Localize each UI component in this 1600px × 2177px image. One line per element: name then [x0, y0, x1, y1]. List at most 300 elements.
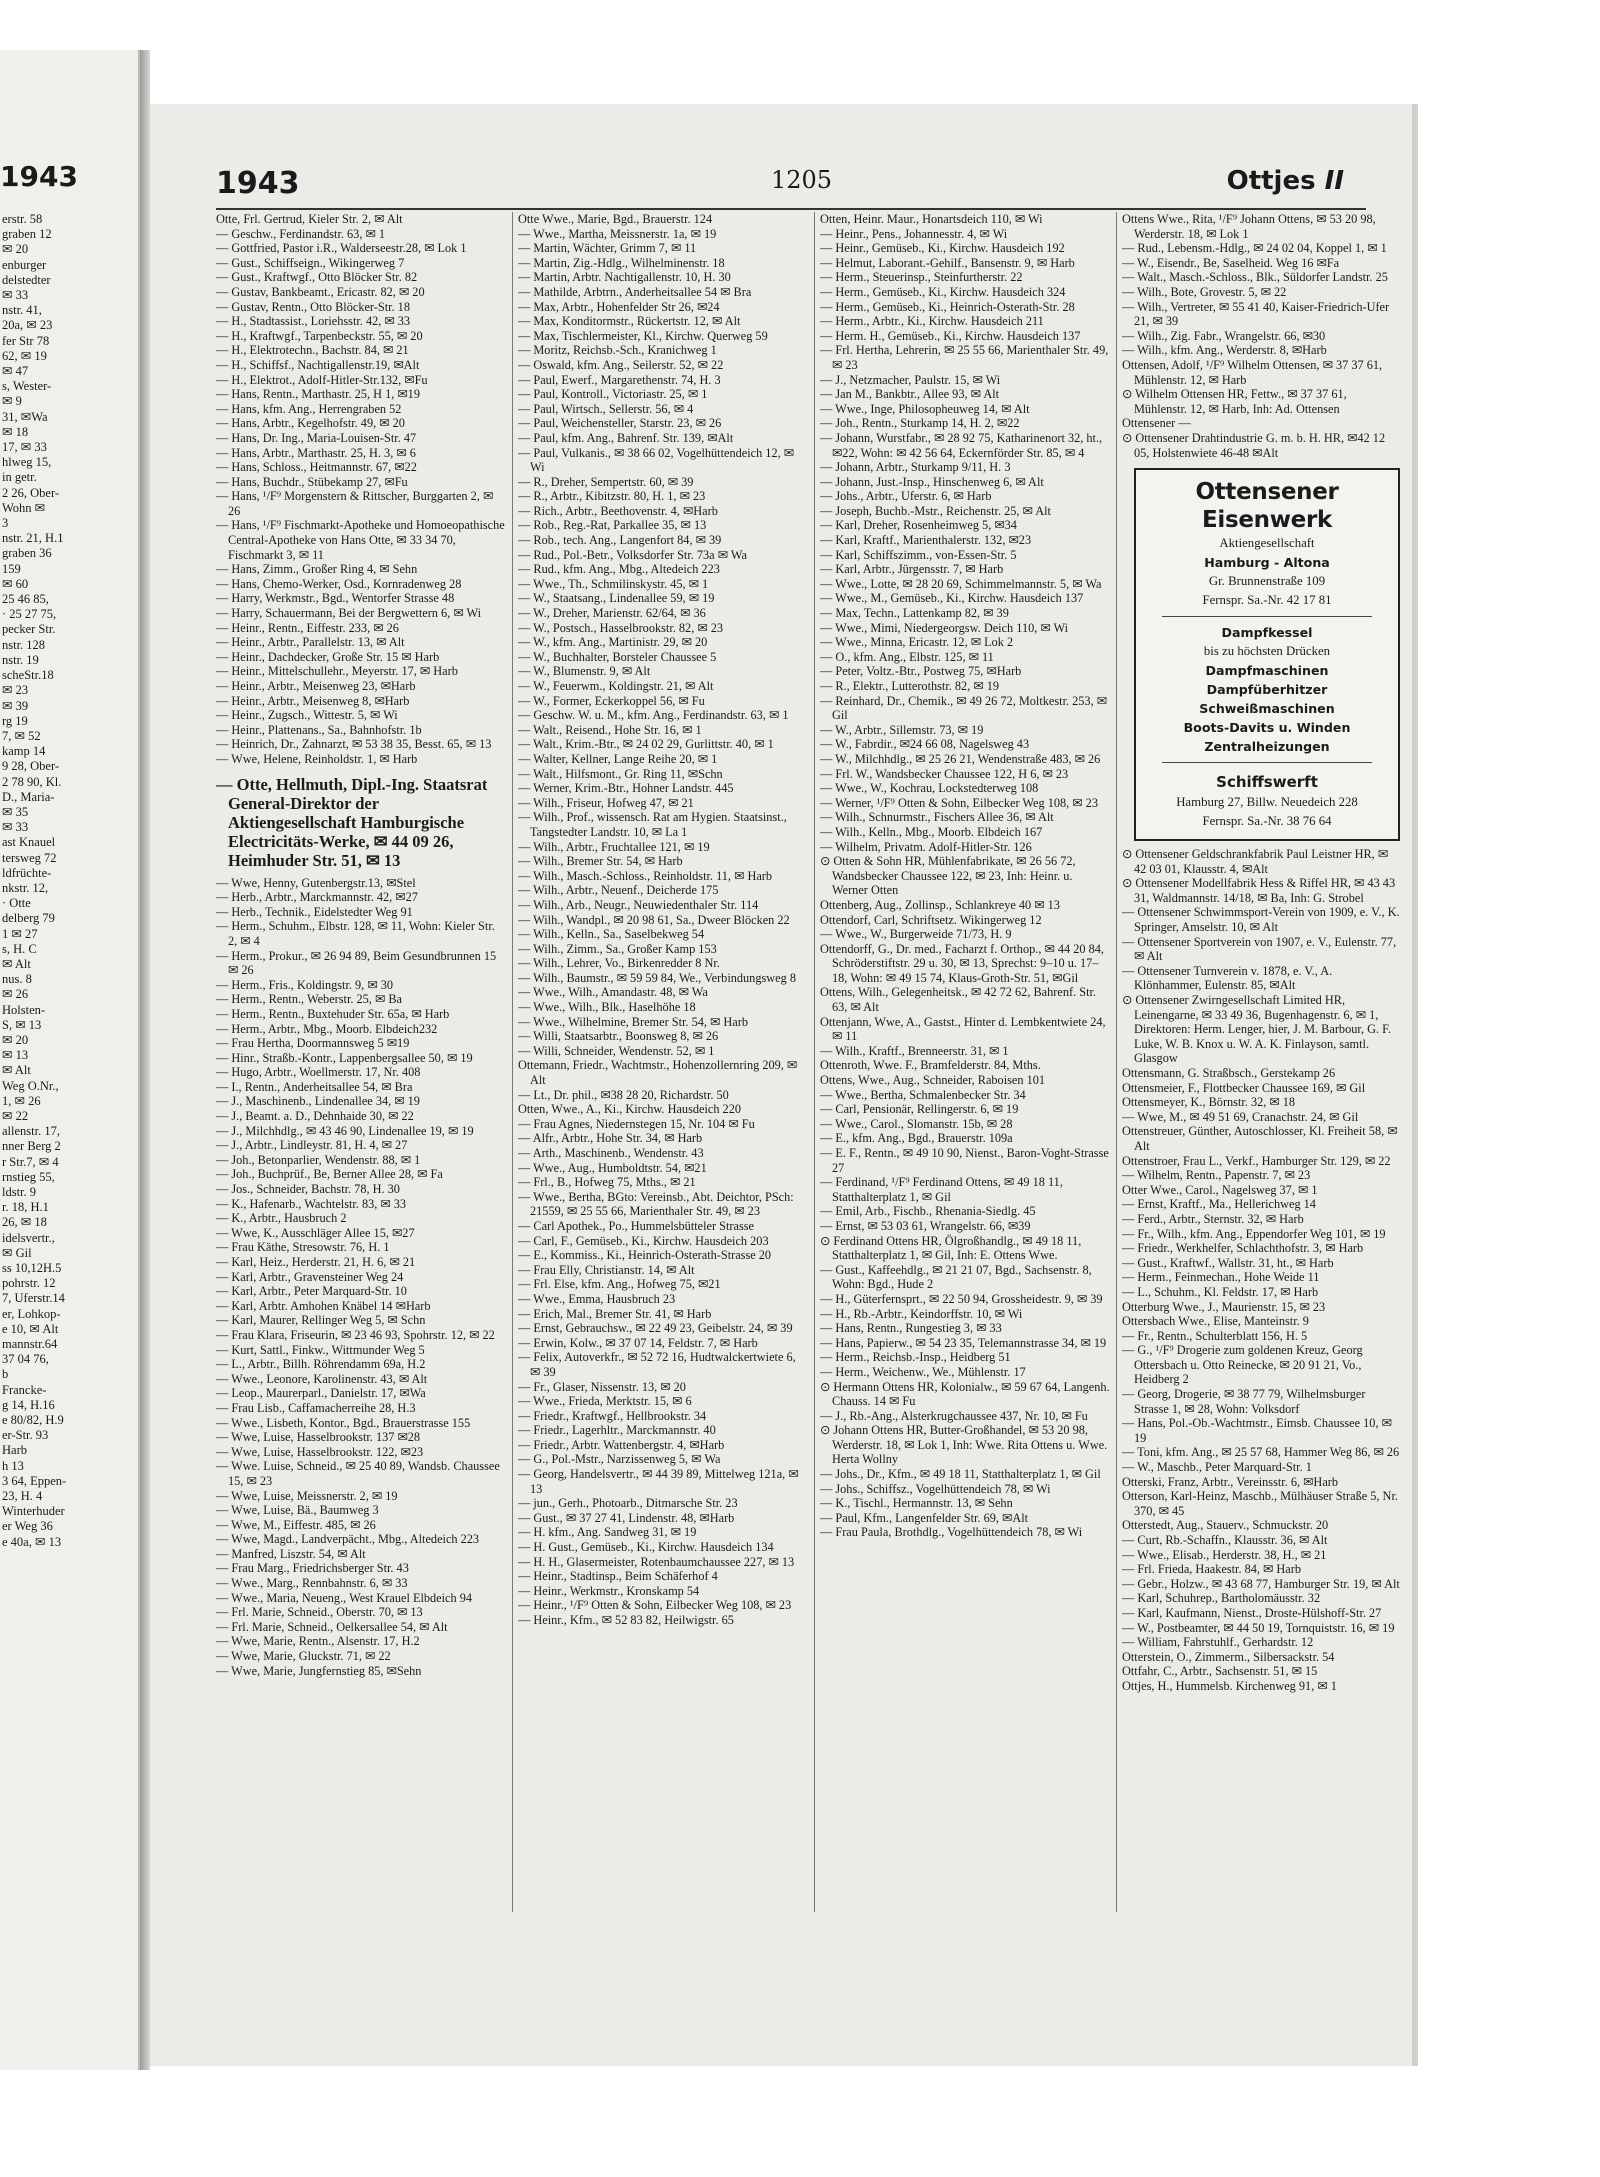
previous-page-line: ✉ 20	[2, 1032, 29, 1047]
directory-entry: Ottenstreuer, Günther, Autoschlosser, Kl. Freiheit 58, ✉ Alt	[1122, 1124, 1398, 1153]
directory-entry: Ottensmeier, F., Flottbecker Chaussee 169, ✉ Gil	[1122, 1080, 1366, 1095]
directory-entry: — Wilh., Kraftf., Brenneerstr. 31, ✉ 1	[820, 1043, 1009, 1058]
directory-entry: Otte, Frl. Gertrud, Kieler Str. 2, ✉ Alt	[216, 212, 403, 226]
directory-entry: Otterski, Franz, Arbtr., Vereinsstr. 6, ✉Harb	[1122, 1474, 1339, 1489]
directory-entry: Ottens, Wilh., Gelegenheitsk., ✉ 42 72 62, Bahrenf. Str. 63, ✉ Alt	[820, 985, 1096, 1015]
directory-entry: — W., Maschb., Peter Marquard-Str. 1	[1122, 1460, 1312, 1475]
directory-entry: — E., Kommiss., Ki., Heinrich-Osterath-Strasse 20	[518, 1248, 772, 1263]
directory-entry: — Wwe, Marie, Rentn., Alsenstr. 17, H.2	[216, 1634, 420, 1649]
previous-page-line: 23, H. 4	[2, 1489, 43, 1504]
directory-entry: — Herm., Rentn., Buxtehuder Str. 65a, ✉ Harb	[216, 1006, 450, 1021]
directory-entry: — R., Dreher, Sempertstr. 60, ✉ 39	[518, 474, 694, 489]
directory-entry: — W., Postbeamter, ✉ 44 50 19, Tornquiststr. 16, ✉ 19	[1122, 1620, 1395, 1635]
directory-entry: — Friedr., Kraftwgf., Hellbrookstr. 34	[518, 1408, 707, 1423]
directory-entry: — H., Güterfernsprt., ✉ 22 50 94, Grossheidestr. 9, ✉ 39	[820, 1291, 1103, 1306]
previous-page-line: pohrstr. 12	[2, 1276, 56, 1291]
directory-entry: — K., Hafenarb., Wachtelstr. 83, ✉ 33	[216, 1196, 407, 1211]
directory-entry: — R., Elektr., Lutterothstr. 82, ✉ 19	[820, 679, 1000, 693]
directory-entry: — Georg, Handelsvertr., ✉ 44 39 89, Mittelweg 121a, ✉ 13	[518, 1467, 799, 1496]
directory-entry: Otten, Heinr. Maur., Honartsdeich 110, ✉ Wi	[820, 212, 1043, 226]
directory-entry: — Peter, Voltz.-Btr., Postweg 75, ✉Harb	[820, 664, 1022, 679]
directory-entry: — Hans, Arbtr., Kegelhofstr. 49, ✉ 20	[216, 416, 405, 431]
directory-entry: — Wilh., Arb., Neugr., Neuwiedenthaler Str. 114	[518, 897, 759, 912]
directory-entry: Otterburg Wwe., J., Maurienstr. 15, ✉ 23	[1122, 1299, 1326, 1314]
directory-entry: — Hans, Zimm., Großer Ring 4, ✉ Sehn	[216, 562, 418, 577]
ad-phone: Fernspr. Sa.-Nr. 42 17 81	[1202, 593, 1332, 608]
directory-entry: Otte Wwe., Marie, Bgd., Brauerstr. 124	[518, 212, 713, 226]
directory-entry: — Karl, Schiffszimm., von-Essen-Str. 5	[820, 547, 1017, 562]
directory-entry: — Gust., ✉ 37 27 41, Lindenstr. 48, ✉Harb	[518, 1510, 735, 1525]
previous-page-line: ✉ Gil	[2, 1245, 32, 1260]
previous-page-line: e 80/82, H.9	[2, 1413, 64, 1428]
directory-entry: — Toni, kfm. Ang., ✉ 25 57 68, Hammer Weg 86, ✉ 26	[1122, 1445, 1400, 1460]
directory-entry: — Hans, Rentn., Marthastr. 25, H 1, ✉19	[216, 387, 420, 402]
previous-page-line: kamp 14	[2, 744, 46, 759]
directory-entry: — Joseph, Buchb.-Mstr., Reichenstr. 25, ✉ Alt	[820, 503, 1051, 518]
directory-entry: — Heinr., Gemüseb., Ki., Kirchw. Hausdeich 192	[820, 241, 1065, 256]
directory-entry: — W., Postsch., Hasselbrookstr. 82, ✉ 23	[518, 620, 724, 635]
directory-entry: — Wwe., Wilh., Blk., Haselhöhe 18	[518, 1000, 696, 1015]
directory-entry: — Max, Tischlermeister, Kl., Kirchw. Querweg 59	[518, 328, 768, 343]
previous-page-line: Weg O.Nr.,	[2, 1078, 59, 1093]
directory-entry: Otterson, Karl-Heinz, Maschb., Mülhäuser Straße 5, Nr. 370, ✉ 45	[1122, 1489, 1398, 1518]
previous-page-line: Winterhuder	[2, 1504, 65, 1519]
directory-entry: — Rud., Pol.-Betr., Volksdorfer Str. 73a ✉ Wa	[518, 547, 747, 562]
directory-entry: — Johann, Arbtr., Sturkamp 9/11, H. 3	[820, 460, 1011, 475]
directory-entry: — Joh., Betonparlier, Wendenstr. 88, ✉ 1	[216, 1152, 421, 1167]
previous-page-line: er-Str. 93	[2, 1428, 49, 1443]
directory-entry: — Johs., Arbtr., Uferstr. 6, ✉ Harb	[820, 489, 992, 504]
directory-entry: — Wilh., Masch.-Schloss., Reinholdstr. 11, ✉ Harb	[518, 868, 773, 883]
previous-page-line: 7, ✉ 52	[2, 728, 41, 743]
directory-entry: — W., Feuerwm., Koldingstr. 21, ✉ Alt	[518, 679, 714, 693]
directory-entry: — Wilh., Kelln., Sa., Saselbekweg 54	[518, 927, 705, 942]
directory-entry: — Wwe, M., ✉ 49 51 69, Cranachstr. 24, ✉ Gil	[1122, 1109, 1359, 1124]
previous-page-line: delstedter	[2, 272, 51, 287]
ad-product: Dampfmaschinen	[1205, 663, 1329, 679]
directory-entry: — Hans, Buchdr., Stübekamp 27, ✉Fu	[216, 474, 408, 489]
directory-entry: — Heinr., Pens., Johannesstr. 4, ✉ Wi	[820, 226, 1008, 241]
directory-entry: — Wwe., Frieda, Merktstr. 15, ✉ 6	[518, 1394, 692, 1409]
directory-entry: Ottenroth, Wwe. F., Bramfelderstr. 84, Mths.	[820, 1058, 1041, 1073]
previous-page-line: nus. 8	[2, 972, 32, 987]
directory-entry: — W., kfm. Ang., Martinistr. 29, ✉ 20	[518, 635, 708, 650]
previous-page-line: erstr. 58	[2, 212, 43, 226]
directory-entry: — Gust., Kraftwgf., Otto Blöcker Str. 82	[216, 270, 418, 285]
directory-entry: — Herm., Arbtr., Mbg., Moorb. Elbdeich232	[216, 1021, 438, 1036]
directory-entry: — Rud., kfm. Ang., Mbg., Altedeich 223	[518, 562, 720, 577]
directory-entry: — Reinhard, Dr., Chemik., ✉ 49 26 72, Moltkestr. 253, ✉ Gil	[820, 693, 1108, 723]
directory-entry: — Wwe., Lotte, ✉ 28 20 69, Schimmelmannstr. 5, ✉ Wa	[820, 576, 1102, 591]
directory-entry: Ottemann, Friedr., Wachtmstr., Hohenzollernring 209, ✉ Alt	[518, 1058, 798, 1088]
directory-entry: — Wwe, Luise, Hasselbrookstr. 137 ✉28	[216, 1430, 421, 1445]
directory-entry: — Heinr., Arbtr., Meisenweg 8, ✉Harb	[216, 693, 410, 708]
header-range-suffix: II	[1324, 166, 1344, 196]
directory-entry: — Wwe., M., Gemüseb., Ki., Kirchw. Hausdeich 137	[820, 591, 1084, 606]
directory-entry: — Herm., Weichenw., We., Mühlenstr. 17	[820, 1364, 1026, 1379]
previous-page-line: er, Lohkop-	[2, 1306, 61, 1321]
directory-entry: — Frl. Hertha, Lehrerin, ✉ 25 55 66, Marienthaler Str. 49, ✉ 23	[820, 343, 1109, 372]
page-header	[216, 166, 1396, 206]
previous-page-line: er Weg 36	[2, 1519, 53, 1534]
directory-entry: — Max, Konditormstr., Rückertstr. 12, ✉ Alt	[518, 314, 741, 329]
directory-entry: — Wwe, K., Ausschläger Allee 15, ✉27	[216, 1225, 415, 1240]
header-range-name: Ottjes	[1226, 166, 1316, 196]
directory-entry: — Rob., tech. Ang., Langenfort 84, ✉ 39	[518, 533, 722, 548]
directory-entry: — E., kfm. Ang., Bgd., Brauerstr. 109a	[820, 1131, 1013, 1146]
directory-entry: — Hans, Schloss., Heitmannstr. 67, ✉22	[216, 460, 417, 475]
directory-entry: — Alfr., Arbtr., Hohe Str. 34, ✉ Harb	[518, 1131, 703, 1146]
directory-entry: — H., Rb.-Arbtr., Keindorffstr. 10, ✉ Wi	[820, 1306, 1023, 1321]
directory-entry: — K., Tischl., Hermannstr. 13, ✉ Sehn	[820, 1496, 1013, 1511]
directory-entry: — Herm., Reichsb.-Insp., Heidberg 51	[820, 1350, 1011, 1365]
ad-address: Gr. Brunnenstraße 109	[1208, 574, 1326, 589]
previous-page-line: hlweg 15,	[2, 455, 52, 470]
directory-entry: — Wwe. Luise, Schneid., ✉ 25 40 89, Wandsb. Chaussee 15, ✉ 23	[216, 1459, 500, 1488]
previous-page-line: ✉ 22	[2, 1108, 29, 1123]
directory-entry: — Wwe., Marg., Rennbahnstr. 6, ✉ 33	[216, 1576, 408, 1591]
directory-entry: — Wwe, Luise, Hasselbrookstr. 122, ✉23	[216, 1444, 424, 1459]
previous-page-line: nstr. 19	[2, 652, 39, 667]
directory-page	[150, 104, 1412, 2066]
directory-entry: ⊙ Hermann Ottens HR, Kolonialw., ✉ 59 67 64, Langenh. Chauss. 14 ✉ Fu	[820, 1379, 1110, 1409]
directory-entry: — Heinr., Rentn., Eiffestr. 233, ✉ 26	[216, 620, 399, 635]
directory-entry: — Walt., Krim.-Btr., ✉ 24 02 29, Gurlittstr. 40, ✉ 1	[518, 737, 774, 752]
directory-entry: — Paul, Ewerf., Margarethenstr. 74, H. 3	[518, 372, 721, 387]
directory-entry: — H. Gust., Gemüseb., Ki., Kirchw. Hausdeich 134	[518, 1540, 774, 1555]
directory-entry: — Herm., Feinmechan., Hohe Weide 11	[1122, 1270, 1320, 1285]
directory-entry: — J., Maschinenb., Lindenallee 34, ✉ 19	[216, 1094, 420, 1109]
directory-entry: Otten, Wwe., A., Ki., Kirchw. Hausdeich 220	[518, 1102, 742, 1117]
directory-entry: — Willi, Staatsarbtr., Boonsweg 8, ✉ 26	[518, 1029, 719, 1044]
directory-entry: — Wilh., Bote, Grovestr. 5, ✉ 22	[1122, 284, 1287, 299]
directory-entry: Ottendorf, Carl, Schriftsetz. Wikingerweg 12	[820, 912, 1042, 927]
directory-entry: — Frl. Frieda, Haakestr. 84, ✉ Harb	[1122, 1562, 1302, 1577]
directory-entry: — Arth., Maschinenb., Wendenstr. 43	[518, 1146, 704, 1160]
directory-entry: — Herm., Gemüseb., Ki., Heinrich-Osterath-Str. 28	[820, 299, 1075, 314]
previous-page-line: nstr. 21, H.1	[2, 531, 64, 546]
previous-page-line: h 13	[2, 1458, 24, 1473]
directory-entry: — Wwe., Maria, Neueng., West Krauel Elbdeich 94	[216, 1590, 473, 1605]
directory-entry: — jun., Gerh., Photoarb., Ditmarsche Str. 23	[518, 1496, 738, 1511]
directory-entry: — Wilh., kfm. Ang., Werderstr. 8, ✉Harb	[1122, 343, 1327, 358]
directory-entry: — Wwe., Th., Schmilinskystr. 45, ✉ 1	[518, 576, 709, 591]
ad-title: Ottensener Eisenwerk	[1195, 479, 1339, 534]
directory-entry: — Walt., Hilfsmont., Gr. Ring 11, ✉Schn	[518, 766, 723, 781]
previous-page-line: nkstr. 12,	[2, 880, 49, 895]
previous-page-lines	[2, 212, 136, 1550]
previous-page-line: pecker Str.	[2, 622, 56, 637]
directory-entry: ⊙ Johann Ottens HR, Butter-Großhandel, ✉ 53 20 98, Werderstr. 18, ✉ Lok 1, Inh: Wwe. Rita Ottens u. Wwe. Herta Wollny	[820, 1423, 1108, 1467]
previous-page-line: ✉ 35	[2, 804, 29, 819]
directory-entry: — Ottensener Turnverein v. 1878, e. V., A. Klönhammer, Eulenstr. 85, ✉Alt	[1122, 963, 1333, 993]
directory-entry: — J., Beamt. a. D., Dehnhaide 30, ✉ 22	[216, 1109, 414, 1124]
directory-entry: — J., Rb.-Ang., Alsterkrugchaussee 437, Nr. 10, ✉ Fu	[820, 1408, 1088, 1423]
directory-entry: — Helmut, Laborant.-Gehilf., Bansenstr. 9, ✉ Harb	[820, 255, 1075, 270]
previous-page-line: delberg 79	[2, 911, 55, 926]
directory-entry: — Carl, Pensionär, Rellingerstr. 6, ✉ 19	[820, 1102, 1019, 1117]
directory-entry: — Karl, Arbtr., Peter Marquard-Str. 10	[216, 1284, 407, 1299]
ad-divider	[1162, 616, 1372, 617]
previous-page-line: Holsten-	[2, 1002, 46, 1017]
previous-page-line: ✉ 13	[2, 1048, 29, 1063]
directory-entry: — Wilhelm, Privatm. Adolf-Hitler-Str. 126	[820, 839, 1032, 854]
directory-entry: — E. F., Rentn., ✉ 49 10 90, Nienst., Baron-Voght-Strasse 27	[820, 1146, 1109, 1175]
directory-entry: — Wwe, Luise, Bä., Baumweg 3	[216, 1503, 379, 1518]
previous-page-line: ✉ Alt	[2, 1063, 31, 1078]
directory-entry: — Max, Arbtr., Hohenfelder Str 26, ✉24	[518, 299, 720, 314]
directory-entry: Ottenberg, Aug., Zollinsp., Schlankreye 40 ✉ 13	[820, 897, 1060, 912]
directory-entry: — Wilh., Prof., wissensch. Rat am Hygien. Staatsinst., Tangstedter Landstr. 10, ✉ La 1	[518, 810, 787, 839]
previous-page-line: tersweg 72	[2, 850, 57, 865]
directory-entry: ⊙ Ottensener Geldschrankfabrik Paul Leistner HR, ✉ 42 03 01, Klausstr. 4, ✉Alt	[1122, 847, 1389, 876]
previous-page-line: ✉ 26	[2, 987, 29, 1002]
previous-page-fragment	[0, 50, 140, 2070]
directory-entry: Ottenjann, Wwe, A., Gastst., Hinter d. Lembkentwiete 24, ✉ 11	[820, 1014, 1106, 1044]
directory-entry: — W., Dreher, Marienstr. 62/64, ✉ 36	[518, 606, 706, 621]
directory-entry: — W., Former, Eckerkoppel 56, ✉ Fu	[518, 693, 705, 708]
directory-entry: — W., Buchhalter, Borsteler Chaussee 5	[518, 649, 717, 664]
directory-entry: — Heinr., Stadtinsp., Beim Schäferhof 4	[518, 1569, 718, 1584]
directory-entry: Ottjes, H., Hummelsb. Kirchenweg 91, ✉ 1	[1122, 1678, 1337, 1693]
ad-product: Boots-Davits u. Winden	[1183, 720, 1351, 736]
directory-entry: — Heinr., ¹/F⁹ Otten & Sohn, Eilbecker Weg 108, ✉ 23	[518, 1598, 792, 1613]
directory-entry: — W., Eisendr., Be, Saselheid. Weg 16 ✉Fa	[1122, 255, 1340, 270]
directory-entry: — Herm., Prokur., ✉ 26 94 89, Beim Gesundbrunnen 15 ✉ 26	[216, 948, 497, 978]
previous-page-line: · 25 27 75,	[2, 607, 57, 622]
directory-entry: — Gustav, Rentn., Otto Blöcker-Str. 18	[216, 299, 410, 314]
directory-entry: — Wilh., Arbtr., Fruchtallee 121, ✉ 19	[518, 839, 710, 854]
directory-entry: — Ernst, Kraftf., Ma., Hellerichweg 14	[1122, 1197, 1316, 1212]
directory-entry: — Heinr., Zugsch., Wittestr. 5, ✉ Wi	[216, 708, 398, 723]
previous-page-line: e 10, ✉ Alt	[2, 1321, 59, 1336]
directory-entry: — Frau Agnes, Niedernstegen 15, Nr. 104 ✉ Fu	[518, 1116, 755, 1131]
directory-entry: — Friedr., Arbtr. Wattenbergstr. 4, ✉Harb	[518, 1437, 725, 1452]
directory-entry: — Hans, Arbtr., Marthastr. 25, H. 3, ✉ 6	[216, 445, 416, 460]
directory-entry: — H., Stadtassist., Loriehsstr. 42, ✉ 33	[216, 314, 411, 329]
directory-entry: — Herm., Rentn., Weberstr. 25, ✉ Ba	[216, 992, 402, 1007]
directory-entry: — Wwe, M., Eiffestr. 485, ✉ 26	[216, 1517, 376, 1532]
directory-entry: — Fr., Wilh., kfm. Ang., Eppendorfer Weg 101, ✉ 19	[1122, 1226, 1386, 1241]
directory-entry: — Hugo, Arbtr., Woellmerstr. 17, Nr. 408	[216, 1065, 421, 1080]
directory-entry: — Hans, Pol.-Ob.-Wachtmstr., Eimsb. Chaussee 10, ✉ 19	[1122, 1416, 1392, 1445]
directory-entry: — Walt., Reisend., Hohe Str. 16, ✉ 1	[518, 722, 702, 737]
directory-entry: Ottfahr, C., Arbtr., Sachsenstr. 51, ✉ 15	[1122, 1664, 1318, 1679]
column-divider	[814, 212, 815, 1912]
previous-page-line: r Str.7, ✉ 4	[2, 1154, 59, 1169]
previous-page-line: b	[2, 1367, 9, 1382]
directory-entry: — Herb., Arbtr., Marckmannstr. 42, ✉27	[216, 890, 418, 905]
previous-page-line: g 14, H.16	[2, 1397, 55, 1412]
directory-entry: — Max, Techn., Lattenkamp 82, ✉ 39	[820, 606, 1009, 621]
directory-entry: — H., Kraftwgf., Tarpenbeckstr. 55, ✉ 20	[216, 328, 423, 343]
directory-entry: — Felix, Autoverkfr., ✉ 52 72 16, Hudtwalckertwiete 6, ✉ 39	[518, 1350, 796, 1379]
directory-entry: — Ottensener Schwimmsport-Verein von 1909, e. V., K. Springer, Amselstr. 10, ✉ Alt	[1122, 905, 1400, 935]
directory-entry: ⊙ Ottensener Drahtindustrie G. m. b. H. HR, ✉42 12 05, Holstenwiete 46-48 ✉Alt	[1122, 430, 1386, 460]
directory-entry: — Wilh., Wandpl., ✉ 20 98 61, Sa., Dweer Blöcken 22	[518, 912, 790, 927]
previous-page-line: 31, ✉Wa	[2, 409, 48, 424]
previous-page-line: enburger	[2, 257, 47, 272]
directory-entry: — W., Milchhdlg., ✉ 25 26 21, Wendenstraße 483, ✉ 26	[820, 751, 1101, 766]
directory-entry: — Curt, Rb.-Schaffn., Klausstr. 36, ✉ Alt	[1122, 1533, 1328, 1547]
directory-entry: — Frl. Else, kfm. Ang., Hofweg 75, ✉21	[518, 1277, 721, 1292]
previous-page-line: s, Wester-	[2, 379, 52, 394]
directory-entry: — Herm., Steuerinsp., Steinfurtherstr. 22	[820, 270, 1023, 285]
header-name-range	[1227, 166, 1344, 196]
header-rule	[216, 208, 1366, 210]
directory-entry: — K., Arbtr., Hausbruch 2	[216, 1211, 347, 1226]
previous-page-line: 2 26, Ober-	[2, 485, 60, 500]
directory-entry: — H., Elektrot., Adolf-Hitler-Str.132, ✉Fu	[216, 372, 428, 387]
previous-page-line: ldfrüchte-	[2, 865, 52, 880]
directory-entry: — Moritz, Reichsb.-Sch., Kranichweg 1	[518, 343, 717, 358]
directory-entry: ⊙ Ottensener Modellfabrik Hess & Riffel HR, ✉ 43 43 31, Waldmannstr. 14/18, ✉ Ba, Inh: G. Strobel	[1122, 876, 1396, 905]
directory-entry: — Paul, Wirtsch., Sellerstr. 56, ✉ 4	[518, 401, 694, 416]
directory-entry: — Wwe, Magd., Landverpächt., Mbg., Altedeich 223	[216, 1532, 480, 1547]
directory-entry: — Karl, Arbtr., Gravensteiner Weg 24	[216, 1269, 404, 1284]
directory-entry: — Hinr., Straßb.-Kontr., Lappenbergsallee 50, ✉ 19	[216, 1050, 473, 1065]
directory-entry: — Paul, Vulkanis., ✉ 38 66 02, Vogelhüttendeich 12, ✉ Wi	[518, 445, 795, 475]
directory-entry: — Heinr., Plattenans., Sa., Bahnhofstr. 1b	[216, 722, 422, 737]
directory-entry: — Wwe., Elisab., Herderstr. 38, H., ✉ 21	[1122, 1547, 1327, 1562]
directory-entry: — Hans, Rentn., Rungestieg 3, ✉ 33	[820, 1321, 1002, 1336]
directory-entry: Ottensen, Adolf, ¹/F⁹ Wilhelm Ottensen, ✉ 37 37 61, Mühlenstr. 12, ✉ Harb	[1122, 357, 1383, 387]
previous-page-line: nstr. 128	[2, 637, 46, 652]
directory-entry: — Ottensener Sportverein von 1907, e. V., Eulenstr. 77, ✉ Alt	[1122, 934, 1397, 964]
previous-page-line: 1, ✉ 26	[2, 1093, 41, 1108]
directory-entry: — Willi, Schneider, Wendenstr. 52, ✉ 1	[518, 1043, 715, 1058]
directory-entry: — Manfred, Liszstr. 54, ✉ Alt	[216, 1546, 366, 1561]
directory-entry: — Geschw., Ferdinandstr. 63, ✉ 1	[216, 226, 386, 241]
directory-entry: — Wilh., Bremer Str. 54, ✉ Harb	[518, 854, 683, 869]
directory-entry: Otter Wwe., Carol., Nagelsweg 37, ✉ 1	[1122, 1182, 1318, 1197]
directory-entry: — Ferd., Arbtr., Sternstr. 32, ✉ Harb	[1122, 1211, 1304, 1226]
directory-entry: — Wwe., Martha, Meissnerstr. 1a, ✉ 19	[518, 226, 717, 241]
advertisement-ottensener-eisenwerk	[1134, 468, 1400, 841]
previous-page-line: 1 ✉ 27	[2, 926, 38, 941]
previous-page-line: nstr. 41,	[2, 303, 42, 318]
directory-entry: — Wwe, Helene, Reinholdstr. 1, ✉ Harb	[216, 751, 418, 766]
directory-entry: — Joh., Rentn., Sturkamp 14, H. 2, ✉22	[820, 416, 1020, 431]
previous-page-year: 1943	[0, 160, 78, 193]
directory-entry: — Jos., Schneider, Bachstr. 78, H. 30	[216, 1182, 400, 1197]
previous-page-line: rnstieg 55,	[2, 1169, 55, 1184]
directory-entry: ⊙ Wilhelm Ottensen HR, Fettw., ✉ 37 37 61, Mühlenstr. 12, ✉ Harb, Inh: Ad. Ottensen	[1122, 387, 1347, 416]
directory-entry: — Wwe., Emma, Hausbruch 23	[518, 1291, 676, 1306]
previous-page-line: graben 12	[2, 227, 52, 242]
directory-entry: — Ernst, ✉ 53 03 61, Wrangelstr. 66, ✉39	[820, 1218, 1031, 1233]
directory-entry: — Herm., Arbtr., Ki., Kirchw. Hausdeich 211	[820, 314, 1044, 329]
directory-entry: — William, Fahrstuhlf., Gerhardstr. 12	[1122, 1635, 1314, 1650]
ad-products-heading: Dampfkessel	[1221, 625, 1313, 641]
directory-entry: — Hans, Chemo-Werker, Osd., Kornradenweg 28	[216, 576, 462, 591]
directory-entry: ⊙ Otten & Sohn HR, Mühlenfabrikate, ✉ 26 56 72, Wandsbecker Chaussee 122, ✉ 23, Inh: Heinr. u. Werner Otten	[820, 854, 1076, 898]
directory-entry: — Geschw. W. u. M., kfm. Ang., Ferdinandstr. 63, ✉ 1	[518, 708, 789, 723]
ad-company-form: Aktiengesellschaft	[1219, 536, 1315, 551]
previous-page-line: ✉ 33	[2, 288, 29, 303]
previous-page-line: 3	[2, 516, 9, 531]
directory-entry: — J., Milchhdlg., ✉ 43 46 90, Lindenallee 19, ✉ 19	[216, 1123, 474, 1138]
directory-entry: — Rud., Lebensm.-Hdlg., ✉ 24 02 04, Koppel 1, ✉ 1	[1122, 241, 1387, 256]
directory-entry: — Rich., Arbtr., Beethovenstr. 4, ✉Harb	[518, 503, 718, 518]
previous-page-line: 3 64, Eppen-	[2, 1473, 67, 1488]
directory-entry: — W., Fabrdir., ✉24 66 08, Nagelsweg 43	[820, 737, 1030, 752]
directory-entry: — Wwe., Bertha, Schmalenbecker Str. 34	[820, 1087, 1026, 1102]
directory-entry: Ottens Wwe., Rita, ¹/F⁹ Johann Ottens, ✉ 53 20 98, Werderstr. 18, ✉ Lok 1	[1122, 212, 1376, 241]
directory-entry: — Johann, Just.-Insp., Hinschenweg 6, ✉ Alt	[820, 474, 1044, 489]
previous-page-line: 26, ✉ 18	[2, 1215, 47, 1230]
previous-page-line: ✉ 33	[2, 820, 29, 835]
ad-product: Schweißmaschinen	[1199, 701, 1335, 717]
directory-entry: — H., Elektrotechn., Bachstr. 84, ✉ 21	[216, 343, 409, 358]
directory-entry: — Georg, Drogerie, ✉ 38 77 79, Wilhelmsburger Strasse 1, ✉ 28, Wohn: Volksdorf	[1122, 1387, 1366, 1416]
previous-page-line: idelsvertr.,	[2, 1230, 55, 1245]
directory-entry: — L., Schuhm., Kl. Feldstr. 17, ✉ Harb	[1122, 1284, 1319, 1299]
directory-entry: — Wwe., Mimi, Niedergeorgsw. Deich 110, ✉ Wi	[820, 620, 1069, 635]
directory-entry: — Oswald, kfm. Ang., Seilerstr. 52, ✉ 22	[518, 357, 724, 372]
directory-entry: — Wilh., Lehrer, Vo., Birkenredder 8 Nr.	[518, 956, 720, 971]
directory-entry: — Ferdinand, ¹/F⁹ Ferdinand Ottens, ✉ 49 18 11, Statthalterplatz 1, ✉ Gil	[820, 1175, 1063, 1204]
column-divider	[512, 212, 513, 1912]
previous-page-line: ✉ 39	[2, 698, 29, 713]
directory-entry: — R., Arbtr., Kibitzstr. 80, H. 1, ✉ 23	[518, 489, 706, 504]
directory-entry: — Mathilde, Arbtrn., Anderheitsallee 54 ✉ Bra	[518, 284, 752, 299]
previous-page-line: 25 46 85,	[2, 592, 49, 607]
directory-entry: — Walt., Masch.-Schloss., Blk., Süldorfer Landstr. 25	[1122, 270, 1388, 285]
directory-entry: — Wilh., Baumstr., ✉ 59 59 84, We., Verbindungsweg 8	[518, 970, 796, 985]
ad-shipyard-address: Hamburg 27, Billw. Neuedeich 228	[1176, 795, 1358, 810]
directory-entry: — Joh., Buchprüf., Be, Berner Allee 28, ✉ Fa	[216, 1167, 443, 1182]
previous-page-line: scheStr.18	[2, 668, 54, 683]
directory-entry: — Wilhelm, Rentn., Papenstr. 7, ✉ 23	[1122, 1168, 1311, 1183]
directory-entry: — Friedr., Lagerhltr., Marckmannstr. 40	[518, 1423, 716, 1438]
previous-page-line: 9 28, Ober-	[2, 759, 60, 774]
directory-entry: — Frl. W., Wandsbecker Chaussee 122, H 6, ✉ 23	[820, 766, 1069, 781]
ad-shipyard: Schiffswerft	[1216, 773, 1318, 792]
directory-entry: — Karl, Heiz., Herderstr. 21, H. 6, ✉ 21	[216, 1255, 416, 1269]
ad-products-sub: bis zu höchsten Drücken	[1203, 644, 1331, 659]
previous-page-line: Francke-	[2, 1382, 47, 1397]
directory-entry: — Frl., B., Hofweg 75, Mths., ✉ 21	[518, 1175, 696, 1190]
directory-entry: — Frau Klara, Friseurin, ✉ 23 46 93, Spohrstr. 12, ✉ 22	[216, 1327, 495, 1342]
directory-entry: — Martin, Arbtr. Nachtigallenstr. 10, H. 30	[518, 270, 731, 285]
previous-page-line: ✉ 60	[2, 576, 29, 591]
directory-entry: — Heinr., Werkmstr., Kronskamp 54	[518, 1583, 700, 1598]
directory-entry: — Wilh., Zig. Fabr., Wrangelstr. 66, ✉30	[1122, 328, 1326, 343]
directory-entry: — Karl, Kraftf., Marienthalerstr. 132, ✉23	[820, 533, 1032, 548]
directory-entry: — Wwe., Leonore, Karolinenstr. 43, ✉ Alt	[216, 1371, 428, 1386]
directory-entry: — Heinrich, Dr., Zahnarzt, ✉ 53 38 35, Besst. 65, ✉ 13	[216, 737, 492, 752]
previous-page-line: ss 10,12H.5	[2, 1261, 62, 1276]
previous-page-line: ✉ 9	[2, 394, 22, 409]
directory-entry: — Herm. H., Gemüseb., Ki., Kirchw. Hausdeich 137	[820, 328, 1081, 343]
previous-page-line: S, ✉ 13	[2, 1017, 42, 1032]
directory-entry: — Wilh., Vertreter, ✉ 55 41 40, Kaiser-Friedrich-Ufer 21, ✉ 39	[1122, 299, 1390, 329]
previous-page-line: 17, ✉ 33	[2, 440, 47, 455]
directory-entry: — Gebr., Holzw., ✉ 43 68 77, Hamburger Str. 19, ✉ Alt	[1122, 1576, 1400, 1591]
directory-entry: — Harry, Schauermann, Bei der Bergwettern 6, ✉ Wi	[216, 606, 482, 621]
directory-entry: — Wwe., Carol., Slomanstr. 15b, ✉ 28	[820, 1116, 1013, 1131]
page-number: 1205	[771, 166, 833, 194]
directory-entry: — Martin, Zig.-Hdlg., Wilhelminenstr. 18	[518, 255, 725, 270]
directory-entry: — Gottfried, Pastor i.R., Walderseestr.28, ✉ Lok 1	[216, 241, 467, 256]
directory-entry: — Erich, Mal., Bremer Str. 41, ✉ Harb	[518, 1306, 712, 1321]
previous-page-line: 62, ✉ 19	[2, 348, 47, 363]
previous-page-line: 7, Uferstr.14	[2, 1291, 65, 1306]
directory-entry: — Frau Paula, Brothdlg., Vogelhüttendeich 78, ✉ Wi	[820, 1525, 1083, 1540]
directory-entry: Ottensener —	[1122, 416, 1191, 431]
directory-entry: — Frl. Marie, Schneid., Oberstr. 70, ✉ 13	[216, 1605, 423, 1620]
